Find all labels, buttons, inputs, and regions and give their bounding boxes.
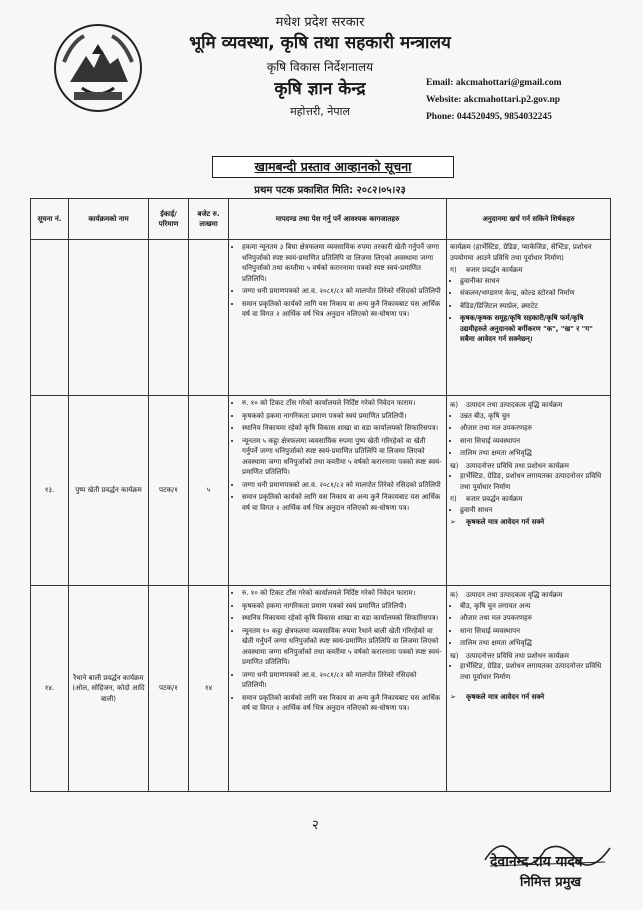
- doc-item: • समान प्रकृतिको कार्यको लागि यस निकाय वा अन्य कुनै निकायबाट यस आर्थिक वर्ष वा विगत २ आर्थिक वर्ष भित्र अनुदान नलिएको स्व-घोषणा पत्र।: [242, 492, 443, 513]
- row-unit: पटक/१: [149, 396, 189, 586]
- item-entry: • साना सिचाई व्यवस्थापन: [460, 626, 607, 637]
- row-program: पुष्प खेती प्रवर्द्धन कार्यक्रम: [69, 396, 149, 586]
- row-note: कृषकले मात्र आवेदन गर्न सक्ने: [466, 693, 545, 701]
- doc-item: • कृषकको हकमा नागरिकता प्रमाण पत्रको स्वयं प्रमाणित प्रतिलिपी।: [242, 601, 443, 612]
- doc-item: • स्थानिय निकायमा रहेको कृषि विकास शाखा वा वडा कार्यालयको सिफारिसपत्र।: [242, 613, 443, 624]
- doc-item: • हकमा न्यूनतम ३ बिघा क्षेत्रफलमा व्यवसायिक रुपमा तरकारी खेती गर्नुपर्ने जग्गा धनिपुर्जाको स्पष्ट स्वयं-प्रमाणित प्रतिलिपि वा लिजमा लिएको अवस्थामा जग्गा धनिपुर्जाको तथा कम्तीमा ५ वर्षको करारनामा पत्रको स्पष्ट स्वयं-प्रमाणित प्रतिलिपि।: [242, 242, 443, 284]
- program-table: [30, 198, 611, 792]
- doc-item: • रु. १० को टिकट टाँस गरेको कार्यालयले निर्दिष्ट गरेको निवेदन फाराम।: [242, 588, 443, 599]
- item-entry: • औजार तथा मल उपकरणहरु: [460, 613, 607, 624]
- gov-line: मधेश प्रदेश सरकार: [275, 15, 365, 30]
- doc-item: • न्यूनतम ५ कट्ठा क्षेत्रफलमा व्यवसायिक रुपमा पुष्प खेती गरिरहेको वा खेती गर्नुपर्ने जग्गा धनिपुर्जाको स्पष्ट स्वयं-प्रमाणित प्रतिलिपि वा लिजमा लिएको अवस्थामा जग्गा धनिपुर्जाको तथा कम्तीमा ५ वर्षको करारनामा पत्रको स्पष्ट स्वयं-प्रमाणित प्रतिलिपि।: [242, 436, 443, 478]
- published-date: प्रथम पटक प्रकाशित मिति: २०८२।०५।२३: [254, 185, 406, 196]
- phone-text: Phone: 044520495, 9854032245: [426, 112, 552, 122]
- item-entry: • तालिम तथा क्षमता अभिवृद्धि: [460, 448, 607, 459]
- website-text: Website: akcmahottari.p2.gov.np: [426, 95, 561, 105]
- item-heading: उत्पादन तथा उत्पादकत्व वृद्धि कार्यक्रम: [466, 591, 563, 599]
- item-entry: • उन्नत बीउ, कृषि चुन: [460, 411, 607, 422]
- col-items: अनुदानमा खर्च गर्न सकिने शिर्षकहरु: [447, 199, 611, 240]
- col-docs: मापदण्ड तथा पेश गर्नु पर्ने आवश्यक कागजातहरु: [229, 199, 447, 240]
- doc-item: • स्थानिय निकायमा रहेको कृषि विकास शाखा वा वडा कार्यालयको सिफारिसपत्र।: [242, 423, 443, 434]
- row-budget: १४: [189, 586, 229, 792]
- row-note: कृषकले मात्र आवेदन गर्न सक्ने: [466, 518, 545, 526]
- doc-item: • जग्गा धनी प्रमाणपत्रको आ.व. २०८१/८२ को मालपोत तिरेको रसिदको प्रतिलिपी: [242, 286, 443, 297]
- doc-item: • समान प्रकृतिको कार्यको लागि यस निकाय वा अन्य कुनै निकायबाट यस आर्थिक वर्ष वा विगत २ आर्थिक वर्ष भित्र अनुदान नलिएको स्व-घोषणा पत्र।: [242, 299, 443, 320]
- ministry-line: भूमि व्यवस्था, कृषि तथा सहकारी मन्त्रालय: [189, 33, 451, 53]
- table-header-row: [31, 199, 611, 240]
- doc-item: • रु. १० को टिकट टाँस गरेको कार्यालयले निर्दिष्ट गरेको निवेदन फाराम।: [242, 398, 443, 409]
- nepal-emblem-logo: [52, 22, 144, 114]
- table-row: १३. पुष्प खेती प्रवर्द्धन कार्यक्रम पटक/१ ५ • रु. १० को टिकट टाँस गरेको कार्यालयले निर्दिष्ट गरेको निवेदन फाराम। • कृषकको हकमा नागरिकता प्रमाण पत्रको स्वयं प्रमाणित प्रतिलिपी। • स्थानिय निकायमा रहेको कृषि विकास शाखा वा वडा कार्यालयको सिफारिसपत्र। • न्यूनतम ५ कट्ठा क्षेत्रफलमा व्यवसायिक रुपमा पुष्प खेती गरिरहेको वा खेती गर्नुपर्ने जग्गा धनिपुर्जाको स्पष्ट स्वयं-प्रमाणित प्रतिलिपि वा लिजमा लिएको अवस्थामा जग्गा धनिपुर्जाको तथा कम्तीमा ५ वर्षको करारनामा पत्रको स्पष्ट स्वयं-प्रमाणित प्रतिलिपि। • जग्गा धनी प्रमाणपत्रको आ.व. २०८१/८२ को मालपोत तिरेको रसिदको प्रतिलिपी • समान प्रकृतिको कार्यको लागि यस निकाय वा अन्य कुनै निकायबाट यस आर्थिक वर्ष वा विगत २ आर्थिक वर्ष भित्र अनुदान नलिएको स्व-घोषणा पत्र। क) उत्पादन तथा उत्पादकत्व वृद्धि कार्यक्रम • उन्नत बीउ, कृषि चुन • औजार तथा मल उपकरणहरु • साना सिचाई व्यवस्थापन • तालिम तथा क्षमता अभिवृद्धि ख) उत्पादनोत्तर प्रविधि तथा प्रशोधन कार्यक्रम • हार्भेस्टिङ, ग्रेडिङ, प्रशोधन लगायतका उत्पादनोत्तर प्रविधि तथा पूर्वाधार निर्माण ग) बजार प्रवर्द्धन कार्यक्रम • ढुवानी साधन ➢ कृषकले मात्र आवेदन गर्न सक्ने: [31, 396, 611, 586]
- signatory-title: निमित्त प्रमुख: [520, 875, 582, 890]
- item-heading: उत्पादनोत्तर प्रविधि तथा प्रशोधन कार्यक्रम: [466, 461, 569, 470]
- item-entry: • तालिम तथा क्षमता अभिवृद्धि: [460, 638, 607, 649]
- item-heading: उत्पादनोत्तर प्रविधि तथा प्रशोधन कार्यक्रम: [466, 651, 569, 660]
- row-unit: पटक/१: [149, 586, 189, 792]
- item-heading: बजार प्रवर्द्धन कार्यक्रम: [466, 495, 523, 503]
- item-heading: बजार प्रवर्द्धन कार्यक्रम: [466, 266, 523, 274]
- table-row: १४. रैथाने बाली प्रवर्द्धन कार्यक्रम (ओल, सोहिजन, कोदो आदि बाली) पटक/१ १४ • रु. १० को टिकट टाँस गरेको कार्यालयले निर्दिष्ट गरेको निवेदन फाराम। • कृषकको हकमा नागरिकता प्रमाण पत्रको स्वयं प्रमाणित प्रतिलिपी। • स्थानिय निकायमा रहेको कृषि विकास शाखा वा वडा कार्यालयको सिफारिसपत्र। • न्यूनतम १० कट्ठा क्षेत्रफलमा व्यवसायिक रुपमा रैथाने बाली खेती गरिरहेको वा खेती गर्नुपर्ने जग्गा धनिपुर्जाको स्पष्ट स्वयं-प्रमाणित प्रतिलिपि वा लिजमा लिएको अवस्थामा जग्गा धनिपुर्जाको तथा कम्तीमा ५ वर्षको करारनामा पत्रको स्पष्ट स्वयं-प्रमाणित प्रतिलिपि। • जग्गा धनी प्रमाणपत्रको आ.व. २०८१/८२ को मालपोत तिरेको रसिदको प्रतिलिपी। • समान प्रकृतिको कार्यको लागि यस निकाय वा अन्य कुनै निकायबाट यस आर्थिक वर्ष वा विगत २ आर्थिक वर्ष भित्र अनुदान नलिएको स्व-घोषणा पत्र। क) उत्पादन तथा उत्पादकत्व वृद्धि कार्यक्रम • बीउ, कृषि चुन लगायत अन्य • औजार तथा मल उपकरणहरु • साना सिचाई व्यवस्थापन • तालिम तथा क्षमता अभिवृद्धि ख) उत्पादनोत्तर प्रविधि तथा प्रशोधन कार्यक्रम • हार्भेस्टिङ, ग्रेडिङ, प्रशोधन लगायतका उत्पादनोत्तर प्रविधि तथा पूर्वाधार निर्माण ➢ कृषकले मात्र आवेदन गर्न सक्ने: [31, 586, 611, 792]
- directorate-line: कृषि विकास निर्देशनालय: [266, 60, 374, 74]
- item-entry: • हार्भेस्टिङ, ग्रेडिङ, प्रशोधन लगायतका उत्पादनोत्तर प्रविधि तथा पूर्वाधार निर्माण: [460, 661, 607, 682]
- item-entry: • साना सिचाई व्यवस्थापन: [460, 436, 607, 447]
- col-budget: बजेट रु. लाखमा: [189, 199, 229, 240]
- col-unit: ईकाई/ परिमाण: [149, 199, 189, 240]
- row-sn: १३.: [31, 396, 69, 586]
- item-entry: • संकलन/भण्डारण केन्द्र, कोल्ड स्टोरको निर्माण: [460, 288, 607, 299]
- col-program: कार्यक्रमको नाम: [69, 199, 149, 240]
- row-budget: ५: [189, 396, 229, 586]
- item-entry: • बीउ, कृषि चुन लगायत अन्य: [460, 601, 607, 612]
- item-heading: उत्पादन तथा उत्पादकत्व वृद्धि कार्यक्रम: [466, 401, 563, 409]
- doc-item: • न्यूनतम १० कट्ठा क्षेत्रफलमा व्यवसायिक रुपमा रैथाने बाली खेती गरिरहेको वा खेती गर्नुपर्ने जग्गा धनिपुर्जाको स्पष्ट स्वयं-प्रमाणित प्रतिलिपि वा लिजमा लिएको अवस्थामा जग्गा धनिपुर्जाको तथा कम्तीमा ५ वर्षको करारनामा पत्रको स्पष्ट स्वयं-प्रमाणित प्रतिलिपि।: [242, 626, 443, 668]
- item-entry: • ढुवानीका साधन: [460, 276, 607, 287]
- office-location: महोत्तरी, नेपाल: [290, 105, 350, 118]
- item-entry: • हार्भेस्टिङ, ग्रेडिङ, प्रशोधन लगायतका उत्पादनोत्तर प्रविधि तथा पूर्वाधार निर्माण: [460, 471, 607, 492]
- item-entry: • कृषक/कृषक समूह/कृषि सहकारी/कृषि फर्म/कृषि उद्यमीहरुले अनुदानको बर्गीकरण "क", "ख" र "ग" सबैमा आवेदन गर्न सक्नेछन्।: [460, 313, 607, 345]
- row-sn: १४.: [31, 586, 69, 792]
- row-program: रैथाने बाली प्रवर्द्धन कार्यक्रम (ओल, सोहिजन, कोदो आदि बाली): [69, 586, 149, 792]
- item-entry: • औजार तथा मल उपकरणहरु: [460, 423, 607, 434]
- doc-item: • समान प्रकृतिको कार्यको लागि यस निकाय वा अन्य कुनै निकायबाट यस आर्थिक वर्ष वा विगत २ आर्थिक वर्ष भित्र अनुदान नलिएको स्व-घोषणा पत्र।: [242, 693, 443, 714]
- item-heading: कार्यक्रम (हार्भेस्टिङ, ग्रेडिङ, प्याकेजिङ, सेभ्टिङ, प्रशोधन उपयोगमा आउने प्रविधि तथा पूर्वाधार निर्माण): [450, 243, 592, 262]
- item-label: ग): [450, 266, 457, 274]
- signatory-name: देवानन्द राय यादव: [490, 854, 583, 870]
- notice-title: खामबन्दी प्रस्ताव आव्हानको सूचना: [212, 156, 454, 178]
- col-sn: सूचना नं.: [31, 199, 69, 240]
- item-entry: • बेडिङ/डिजिटल स्याप्रेल, क्र्याटेट: [460, 301, 607, 312]
- office-title: कृषि ज्ञान केन्द्र: [274, 79, 366, 99]
- email-text: Email: akcmahottari@gmail.com: [426, 78, 562, 88]
- doc-item: • कृषकको हकमा नागरिकता प्रमाण पत्रको स्वयं प्रमाणित प्रतिलिपी।: [242, 411, 443, 422]
- table-row: [31, 240, 611, 396]
- item-entry: • ढुवानी साधन: [460, 505, 607, 516]
- doc-item: • जग्गा धनी प्रमाणपत्रको आ.व. २०८१/८२ को मालपोत तिरेको रसिदको प्रतिलिपी: [242, 480, 443, 491]
- doc-item: • जग्गा धनी प्रमाणपत्रको आ.व. २०८१/८२ को मालपोत तिरेको रसिदको प्रतिलिपी।: [242, 670, 443, 691]
- page-number: २: [312, 818, 319, 833]
